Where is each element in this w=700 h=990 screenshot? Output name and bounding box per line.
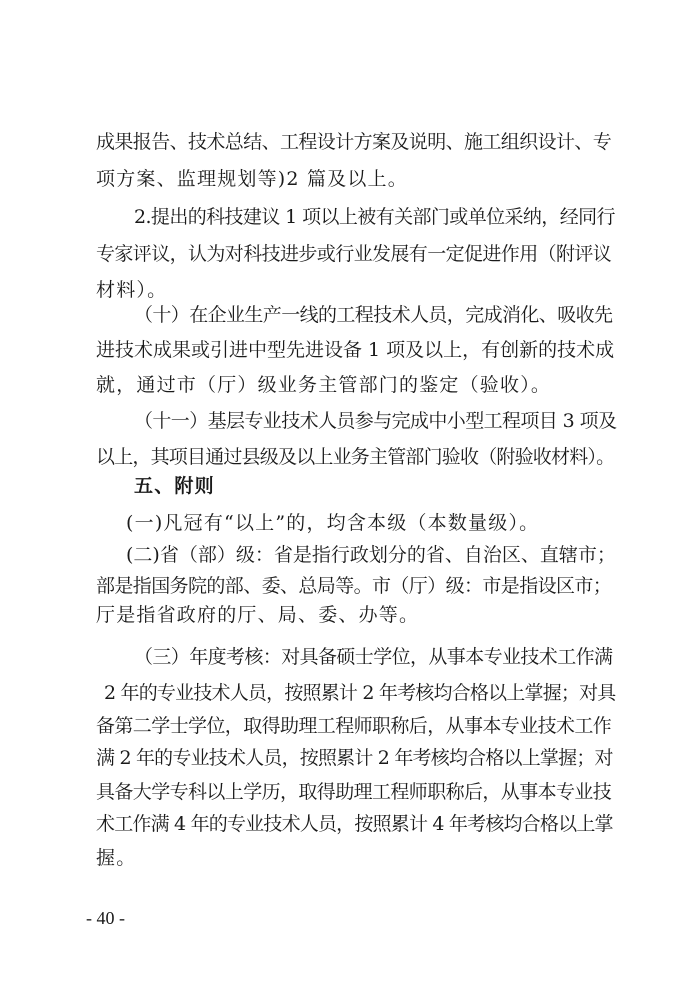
section-heading: 五、附则 [134,475,215,497]
text-line: （十一）基层专业技术人员参与完成中小型工程项目 3 项及 [134,410,617,432]
text-line: 2 年的专业技术人员，按照累计 2 年考核均合格以上掌握；对具 [104,682,616,704]
text-line: 满 2 年的专业技术人员，按照累计 2 年考核均合格以上掌握；对 [96,747,613,769]
text-line: 备第二学士学位，取得助理工程师职称后，从事本专业技术工作 [96,715,612,737]
text-line: (一)凡冠有“以上”的，均含本级（本数量级）。 [126,512,540,534]
text-line: 进技术成果或引进中型先进设备 1 项及以上，有创新的技术成 [96,339,615,361]
text-line: 具备大学专科以上学历，取得助理工程师职称后，从事本专业技 [96,781,612,803]
text-line: 握。 [96,847,137,869]
text-line: 项方案、监理规划等)2 篇及以上。 [96,168,408,190]
text-line: 2.提出的科技建议 1 项以上被有关部门或单位采纳，经同行 [134,206,615,228]
text-line: 厅是指省政府的厅、局、委、办等。 [96,604,420,626]
text-line: 材料）。 [96,279,168,301]
text-line: 术工作满 4 年的专业技术人员，按照累计 4 年考核均合格以上掌 [96,813,613,835]
text-line: 以上，其项目通过县级及以上业务主管部门验收（附验收材料）。 [96,446,615,468]
text-line: 专家评议，认为对科技进步或行业发展有一定促进作用（附评议 [96,243,612,265]
text-line: 部是指国务院的部、委、总局等。市（厅）级：市是指设区市； [96,575,612,597]
text-line: 成果报告、技术总结、工程设计方案及说明、施工组织设计、专 [96,131,612,153]
text-line: 就，通过市（厅）级业务主管部门的鉴定（验收）。 [96,374,552,396]
text-line: （十）在企业生产一线的工程技术人员，完成消化、吸收先 [134,304,613,326]
text-line: （三）年度考核：对具备硕士学位，从事本专业技术工作满 [134,646,613,668]
text-line: (二)省（部）级：省是指行政划分的省、自治区、直辖市； [126,544,616,566]
page-number: - 40 - [86,908,125,928]
